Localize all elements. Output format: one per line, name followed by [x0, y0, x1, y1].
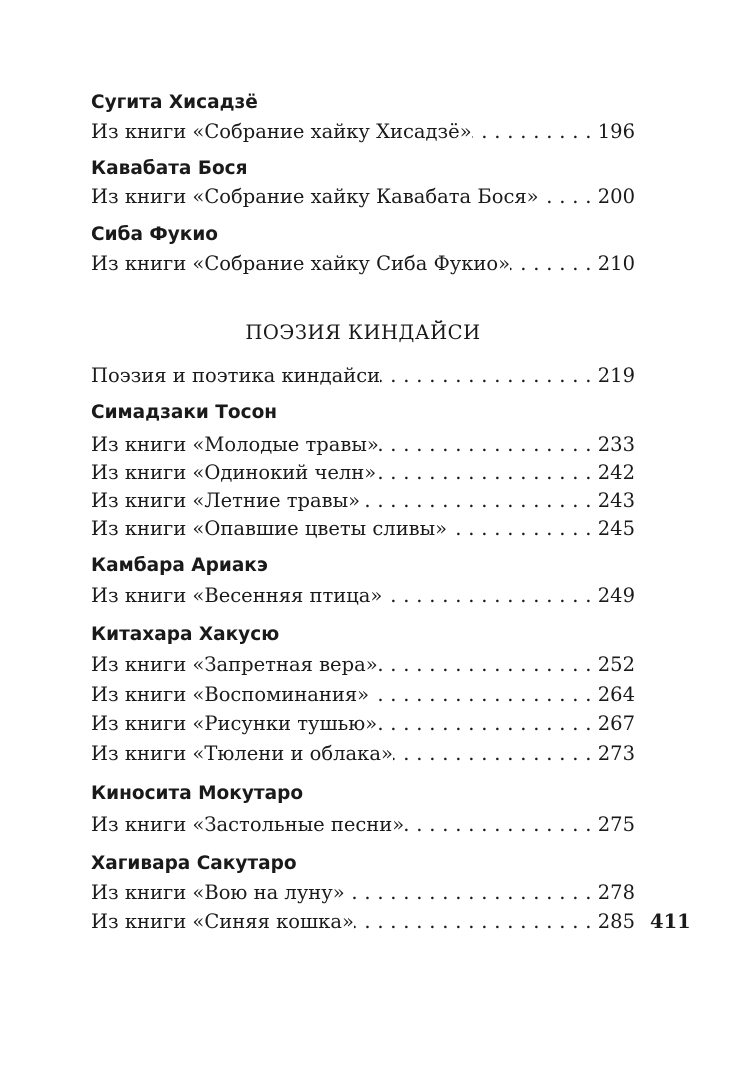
toc-entry: [91, 249, 635, 279]
toc-entry-title: Из книги «Воспоминания»: [91, 683, 370, 706]
dot-leader: [404, 810, 598, 840]
toc-entry-page: 242: [597, 461, 635, 484]
toc-entry-page: 267: [597, 712, 635, 735]
toc-entry-page: 275: [597, 813, 635, 836]
page-number: 411: [650, 910, 691, 933]
toc-entry: [91, 182, 635, 212]
dot-leader: [380, 361, 598, 391]
toc-entry-title: Из книги «Собрание хайку Кавабата Бося»: [91, 185, 539, 208]
toc-entry: [91, 117, 635, 147]
dot-leader: [345, 878, 598, 908]
dot-leader: [382, 581, 597, 611]
dot-leader: [472, 117, 598, 147]
dot-leader: [360, 486, 598, 516]
dot-leader: [378, 650, 598, 680]
toc-entry-page: 219: [597, 364, 635, 387]
dot-leader: [539, 182, 598, 212]
toc-entry: [91, 486, 635, 516]
dot-leader: [379, 430, 598, 460]
toc-author: Кавабата Бося: [91, 158, 248, 179]
toc-entry-page: 196: [597, 120, 635, 143]
toc-author: Китахара Хакусю: [91, 624, 280, 645]
toc-entry-title: Из книги «Рисунки тушью»: [91, 712, 378, 735]
toc-entry-page: 233: [597, 433, 635, 456]
dot-leader: [393, 739, 598, 769]
toc-entry-title: Из книги «Запретная вера»: [91, 653, 378, 676]
toc-entry-page: 285: [597, 910, 635, 933]
toc-entry-page: 273: [597, 742, 635, 765]
toc-author: Сиба Фукио: [91, 224, 219, 245]
toc-entry: [91, 709, 635, 739]
toc-entry-page: 278: [597, 881, 635, 904]
toc-entry: [91, 361, 635, 391]
toc-entry: [91, 680, 635, 710]
section-heading: ПОЭЗИЯ КИНДАЙСИ: [245, 321, 481, 344]
toc-entry-page: 243: [597, 489, 635, 512]
toc-entry: [91, 581, 635, 611]
toc-entry-page: 249: [597, 584, 635, 607]
toc-entry-title: Из книги «Опавшие цветы сливы»: [91, 517, 448, 540]
toc-entry: [91, 907, 635, 937]
toc-entry-page: 200: [597, 185, 635, 208]
toc-entry-title: Из книги «Вою на луну»: [91, 881, 345, 904]
toc-author: Симадзаки Тосон: [91, 402, 278, 423]
dot-leader: [447, 514, 598, 544]
dot-leader: [354, 907, 598, 937]
toc-author: Киносита Мокутаро: [91, 783, 304, 804]
toc-entry-page: 210: [597, 252, 635, 275]
toc-entry: [91, 430, 635, 460]
dot-leader: [376, 458, 598, 488]
toc-author: Хагивара Сакутаро: [91, 853, 297, 874]
toc-entry: [91, 739, 635, 769]
toc-entry-title: Из книги «Застольные песни»: [91, 813, 405, 836]
toc-entry-title: Из книги «Собрание хайку Хисадзё»: [91, 120, 472, 143]
toc-entry: [91, 458, 635, 488]
toc-entry-title: Из книги «Тюлени и облака»: [91, 742, 393, 765]
toc-entry-title: Из книги «Летние травы»: [91, 489, 361, 512]
toc-entry: [91, 810, 635, 840]
dot-leader: [369, 680, 598, 710]
toc-entry-title: Из книги «Собрание хайку Сиба Фукио»: [91, 252, 511, 275]
toc-entry-page: 264: [597, 683, 635, 706]
toc-entry-title: Из книги «Молодые травы»: [91, 433, 379, 456]
toc-entry-title: Поэзия и поэтика киндайси: [91, 364, 381, 387]
toc-entry-title: Из книги «Весенняя птица»: [91, 584, 383, 607]
toc-author: Сугита Хисадзё: [91, 92, 258, 113]
toc-entry-title: Из книги «Синяя кошка»: [91, 910, 354, 933]
toc-entry-page: 252: [597, 653, 635, 676]
toc-entry: [91, 878, 635, 908]
dot-leader: [377, 709, 598, 739]
toc-author: Камбара Ариакэ: [91, 555, 268, 576]
toc-entry-title: Из книги «Одинокий челн»: [91, 461, 377, 484]
toc-entry: [91, 514, 635, 544]
toc-entry-page: 245: [597, 517, 635, 540]
toc-entry: [91, 650, 635, 680]
dot-leader: [510, 249, 598, 279]
